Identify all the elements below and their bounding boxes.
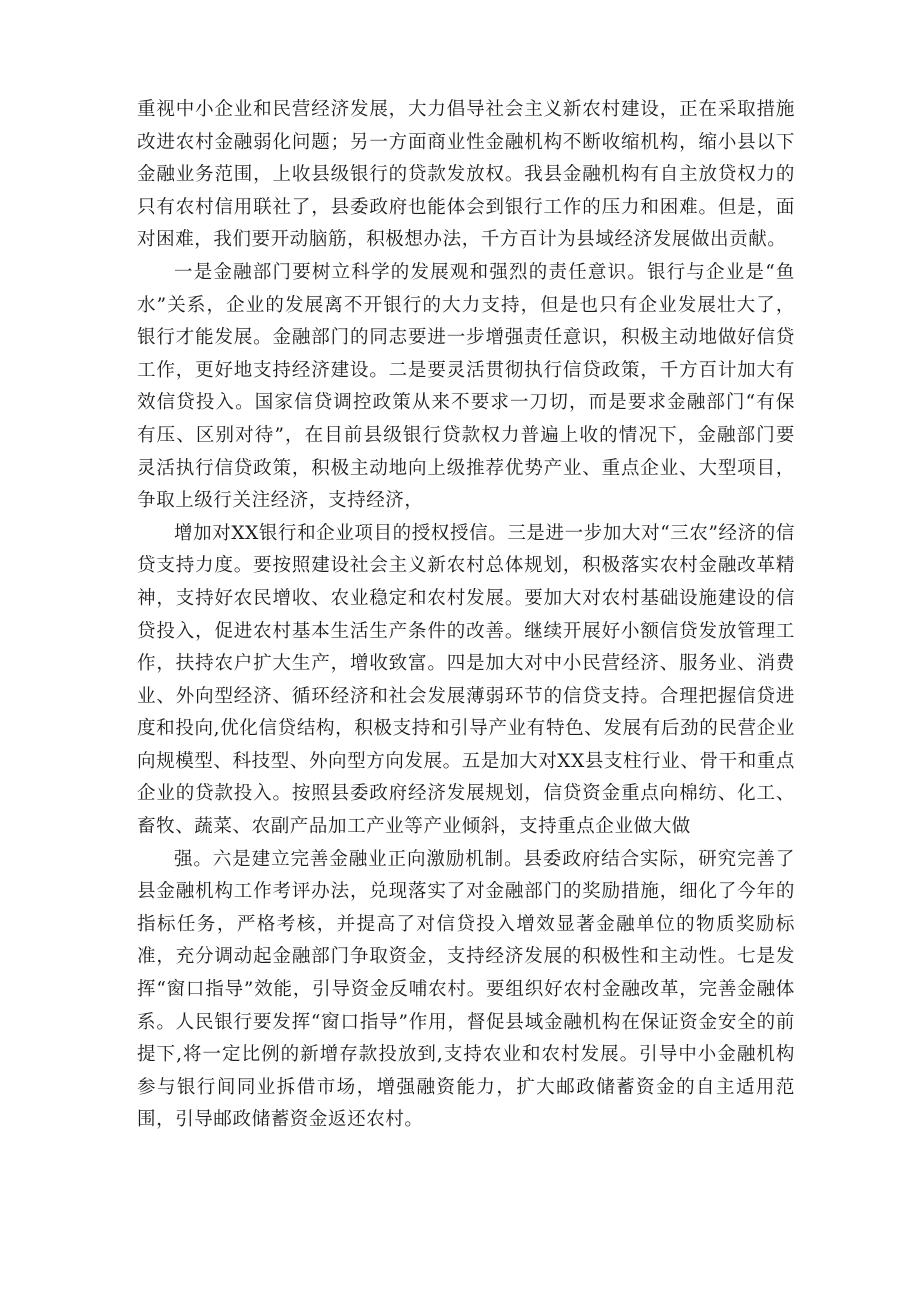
- paragraph-1: 重视中小企业和民营经济发展，大力倡导社会主义新农村建设，正在采取措施改进农村金融弱化问题；另一方面商业性金融机构不断收缩机构，缩小县以下金融业务范围，上收县级银行的贷款发放权。我县金融机构有自主放贷权力的只有农村信用联社了，县委政府也能体会到银行工作的压力和困难。但是，面对困难，我们要开动脑筋，积极想办法，千方百计为县域经济发展做出贡献。: [137, 99, 795, 251]
- paragraph-2: 一是金融部门要树立科学的发展观和强烈的责任意识。银行与企业是“鱼水”关系，企业的发展离不开银行的大力支持，但是也只有企业发展壮大了，银行才能发展。金融部门的同志要进一步增强责任意识，积极主动地做好信贷工作，更好地支持经济建设。二是要灵活贯彻执行信贷政策，千方百计加大有效信贷投入。国家信贷调控政策从来不要求一刀切，而是要求金融部门“有保有压、区别对待”，在目前县级银行贷款权力普遍上收的情况下，金融部门要灵活执行信贷政策，积极主动地向上级推荐优势产业、重点企业、大型项目，争取上级行关注经济，支持经济，: [137, 261, 795, 512]
- paragraph-4: 强。六是建立完善金融业正向激励机制。县委政府结合实际，研究完善了县金融机构工作考评办法，兑现落实了对金融部门的奖励措施，细化了今年的指标任务，严格考核，并提高了对信贷投入增效显著金融单位的物质奖励标准，充分调动起金融部门争取资金，支持经济发展的积极性和主动性。七是发挥“窗口指导”效能，引导资金反哺农村。要组织好农村金融改革，完善金融体系。人民银行要发挥“窗口指导”作用，督促县域金融机构在保证资金安全的前提下,将一定比例的新增存款投放到,支持农业和农村发展。引导中小金融机构参与银行间同业拆借市场，增强融资能力，扩大邮政储蓄资金的自主适用范围，引导邮政储蓄资金返还农村。: [137, 848, 795, 1131]
- document-body: [137, 94, 795, 1137]
- paragraph-3: 增加对XX银行和企业项目的授权授信。三是进一步加大对“三农”经济的信贷支持力度。要按照建设社会主义新农村总体规划，积极落实农村金融改革精神，支持好农民增收、农业稳定和农村发展。要加大对农村基础设施建设的信贷投入，促进农村基本生活生产条件的改善。继续开展好小额信贷发放管理工作，扶持农户扩大生产，增收致富。四是加大对中小民营经济、服务业、消费业、外向型经济、循环经济和社会发展薄弱环节的信贷支持。合理把握信贷进度和投向,优化信贷结构，积极支持和引导产业有特色、发展有后劲的民营企业向规模型、科技型、外向型方向发展。五是加大对XX县支柱行业、骨干和重点企业的贷款投入。按照县委政府经济发展规划，信贷资金重点向棉纺、化工、畜牧、蔬菜、农副产品加工产业等产业倾斜，支持重点企业做大做: [137, 522, 795, 838]
